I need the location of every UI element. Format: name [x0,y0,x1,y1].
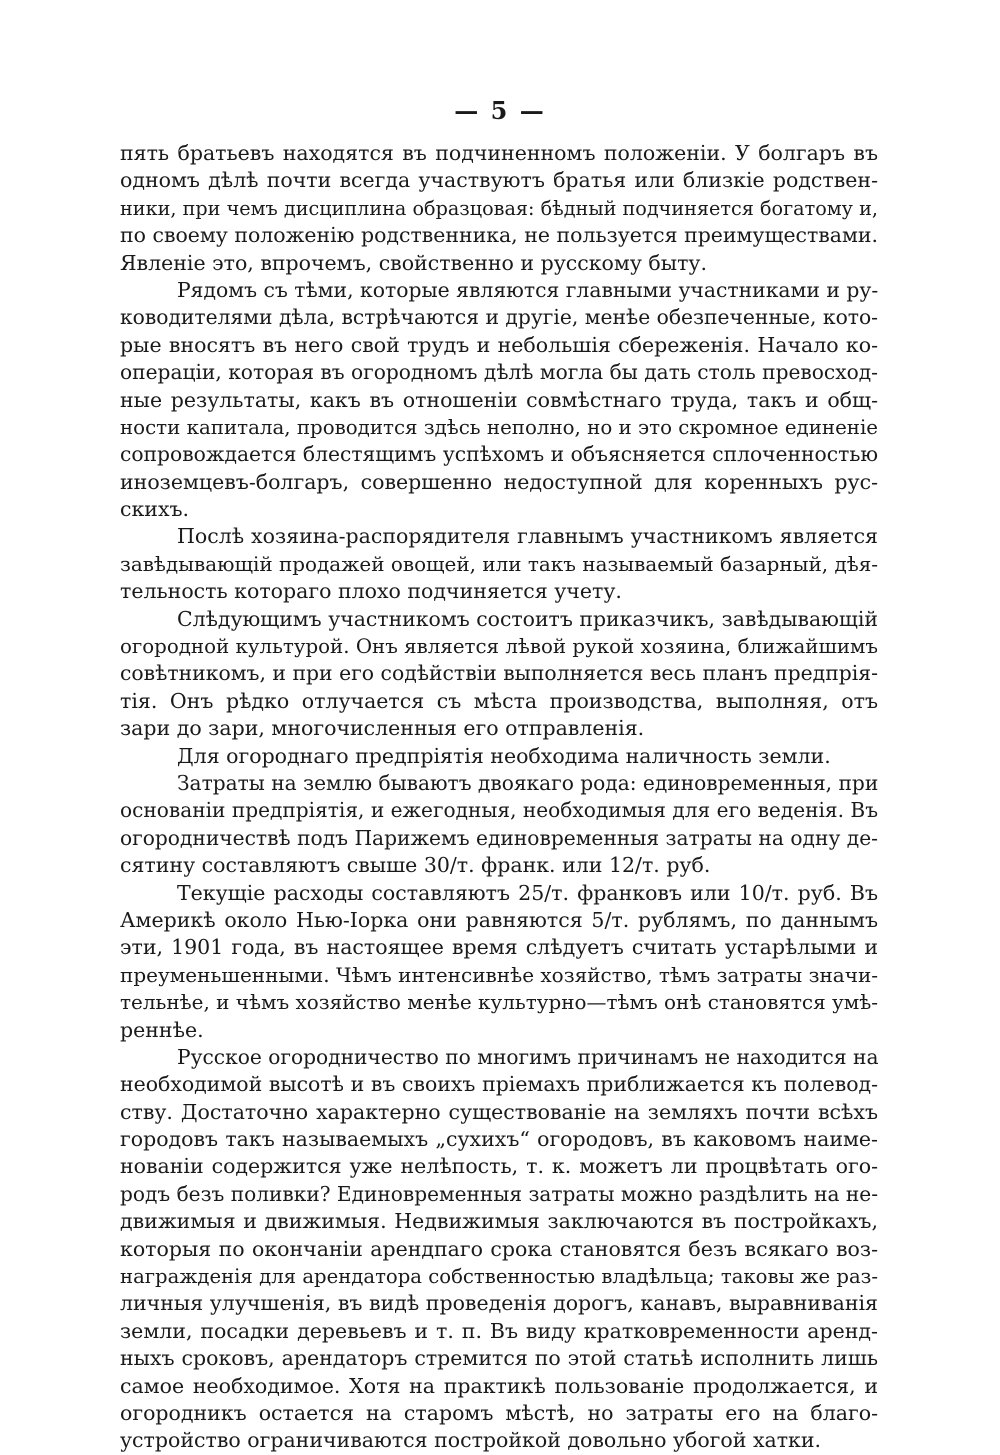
text-line: Затраты на землю бываютъ двоякаго рода: единовременныя, при [177,770,879,795]
text-line: эти, 1901 года, въ настоящее время слѣдуетъ считать устарѣлыми и [120,935,878,960]
paragraph [120,606,878,743]
paragraph [120,880,878,1044]
text-line: Для огороднаго предпріятія необходима наличность земли. [177,743,831,768]
body-text [120,140,878,1455]
text-line: зари до зари, многочисленныя его отправленія. [120,716,645,741]
text-line: совѣтникомъ, и при его содѣйствіи выполняется весь планъ предпрія- [120,661,878,686]
text-line: сятину составляютъ свыше 30/т. франк. или 12/т. руб. [120,853,711,878]
text-line: ству. Достаточно характерно существованіе на земляхъ почти всѣхъ [120,1099,878,1124]
text-line: Текущіе расходы составляютъ 25/т. франковъ или 10/т. руб. Въ [177,880,878,905]
text-line: основаніи предпріятія, и ежегодныя, необходимыя для его веденія. Въ [120,798,878,823]
text-line: Америкѣ около Нью-Іорка они равняются 5/т. рублямъ, по даннымъ [120,907,878,932]
text-line: награжденія для арендатора собственностью владѣльца; таковы же раз- [120,1265,878,1289]
text-line: огородной культурой. Онъ является лѣвой рукой хозяина, ближайшимъ [120,635,878,659]
text-line: завѣдывающій продажей овощей, или такъ называемый базарный, дѣя- [120,552,878,576]
text-line: личныя улучшенія, въ видѣ проведенія дорогъ, канавъ, выравниванія [120,1291,878,1316]
text-line: ныхъ сроковъ, арендаторъ стремится по этой статьѣ исполнить лишь [120,1346,878,1371]
text-line: скихъ. [120,497,190,522]
text-line: устройство ограничиваются постройкой довольно убогой хатки. [120,1428,822,1453]
text-line: Русское огородничество по многимъ причинамъ не находится на [177,1044,879,1069]
text-line: которыя по окончаніи арендпаго срока становятся безъ всякаго воз- [120,1236,878,1261]
paragraph [120,743,878,770]
text-line: одномъ дѣлѣ почти всегда участвуютъ братья или близкіе родствен- [120,168,878,193]
paragraph [120,1044,878,1455]
text-line: тельнѣе, и чѣмъ хозяйство менѣе культурно—тѣмъ онѣ становятся умѣ- [120,990,878,1015]
text-line: по своему положенію родственника, не пользуется преимуществами. [120,223,878,248]
text-line: земли, посадки деревьевъ и т. п. Въ виду кратковременности аренд- [120,1318,878,1343]
text-line: Послѣ хозяина-распорядителя главнымъ участникомъ является [177,524,878,549]
text-line: иноземцевъ-болгаръ, совершенно недоступной для коренныхъ рус- [120,469,878,494]
paragraph [120,770,878,880]
text-line: Рядомъ съ тѣми, которые являются главными участниками и ру- [177,277,879,302]
text-line: ные результаты, какъ въ отношеніи совмѣстнаго труда, такъ и общ- [120,387,878,412]
text-line: ности капитала, проводится здѣсь неполно, но и это скромное единеніе [120,415,878,439]
text-line: нованіи содержится уже нелѣпость, т. к. можетъ ли процвѣтать ого- [120,1154,878,1179]
text-line: необходимой высотѣ и въ своихъ пріемахъ приближается къ полевод- [120,1072,878,1097]
text-line: сопровождается блестящимъ успѣхомъ и объясняется сплоченностью [120,442,878,467]
text-line: пять братьевъ находятся въ подчиненномъ положеніи. У болгаръ въ [120,141,878,165]
paragraph [120,277,878,524]
text-line: преуменьшенными. Чѣмъ интенсивнѣе хозяйство, тѣмъ затраты значи- [120,962,879,987]
text-line: движимыя и движимыя. Недвижимыя заключаются въ постройкахъ, [120,1209,878,1234]
text-line: реннѣе. [120,1017,204,1042]
text-line: огородникъ остается на старомъ мѣстѣ, но затраты его на благо- [120,1400,878,1425]
text-line: Слѣдующимъ участникомъ состоитъ приказчикъ, завѣдывающій [177,606,878,631]
text-line: родъ безъ поливки? Единовременныя затраты можно раздѣлить на не- [120,1181,878,1206]
text-line: ники, при чемъ дисциплина образцовая: бѣдный подчиняется богатому и, [120,196,878,220]
text-line: тельность котораго плохо подчиняется учету. [120,579,622,604]
paragraph [120,523,878,605]
text-line: огородничествѣ подъ Парижемъ единовременныя затраты на одну де- [120,825,878,850]
text-line: ководителями дѣла, встрѣчаются и другіе, менѣе обезпеченные, кото- [120,305,878,330]
text-line: городовъ такъ называемыхъ „сухихъ“ огородовъ, въ каковомъ наиме- [120,1127,878,1152]
text-line: Явленіе это, впрочемъ, свойственно и русскому быту. [120,250,707,275]
text-line: рые вносятъ въ него свой трудъ и небольшія сбереженія. Начало ко- [120,332,878,357]
text-line: самое необходимое. Хотя на практикѣ пользованіе продолжается, и [120,1373,878,1398]
text-line: тія. Онъ рѣдко отлучается съ мѣста производства, выполняя, отъ [120,688,878,713]
page-number: — 5 — [454,96,546,125]
paragraph [120,140,878,277]
text-line: операціи, которая въ огородномъ дѣлѣ могла бы дать столь превосход- [120,360,878,385]
